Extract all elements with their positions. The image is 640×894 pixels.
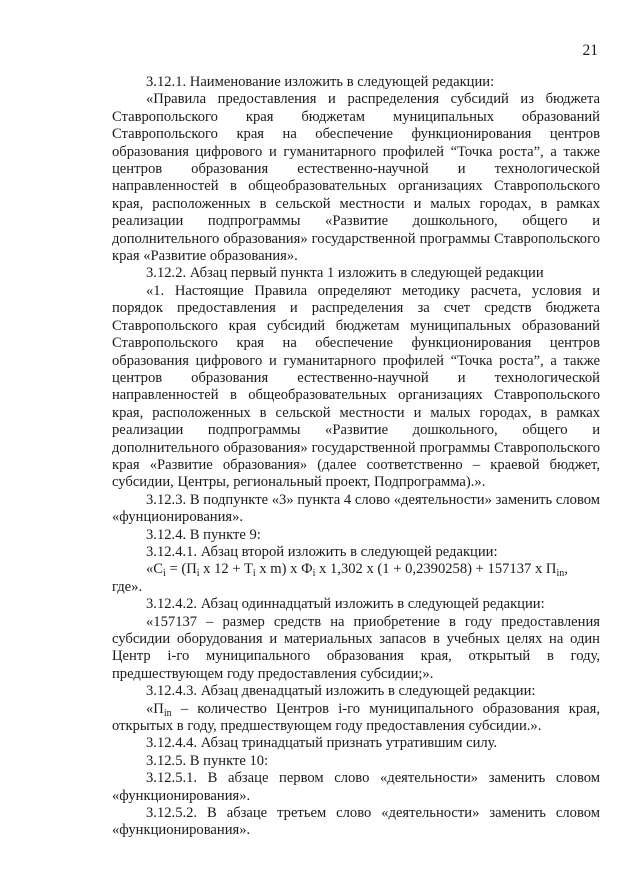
paragraph-3-12-4-4: 3.12.4.4. Абзац тринадцатый признать утратившим силу. xyxy=(146,735,498,752)
paragraph-3-12-1: 3.12.1. Наименование изложить в следующей редакции: xyxy=(146,74,495,90)
paragraph-3-12-3: 3.12.3. В подпункте «3» пункта 4 слово «деятельности» заменить словом «фунционирования». xyxy=(112,491,600,526)
paragraph-pin-definition: «$П_{in}$ – количество Центров i-го муниципального образования края, открытых в году, предшествующем году предоставления субсидии.». xyxy=(112,700,600,735)
paragraph-3-12-4-1: 3.12.4.1. Абзац второй изложить в следующей редакции: xyxy=(146,543,498,560)
paragraph-rules-clause-1: «1. Настоящие Правила определяют методику расчета, условия и порядок предоставления и распределения за счет средств бюджета Ставропольского края субсидий бюджетам муниципальных образований Ставропольского края на обеспечение функционирования центров образования цифрового и гуманитарного профилей “Точка роста”, а также центров образования естественно-научной и технологической направленностей в общеобразовательных организациях Ставропольского края, расположенных в сельской местности и малых городах, в рамках реализации подпрограммы «Развитие дошкольного, общего и дополнительного образования» государственной программы Ставропольского края «Развитие образования» (далее соответственно – краевой бюджет, субсидии, Центры, региональный проект, Подпрограмма).». xyxy=(112,282,600,491)
paragraph-3-12-5-2: 3.12.5.2. В абзаце третьем слово «деятельности» заменить словом «функционирования». xyxy=(112,805,600,839)
paragraph-157137-definition: «157137 – размер средств на приобретение в году предоставления субсидии оборудования и материальных запасов в учебных целях на один Центр i-го муниципального образования края, открытый в году, предшествующем году предоставления субсидии;». xyxy=(112,613,600,682)
paragraph-3-12-4: 3.12.4. В пункте 9: xyxy=(146,526,261,543)
paragraph-3-12-4-3: 3.12.4.3. Абзац двенадцатый изложить в следующей редакции: xyxy=(146,683,536,700)
paragraph-3-12-5: 3.12.5. В пункте 10: xyxy=(146,752,269,769)
subsidy-formula: «$С_i = (П_i$ x $12 + T_i$ x m) x $Ф_i$ x 1,302 x (1 + 0,2390258) + 157137 x $П_{in}$, xyxy=(146,561,568,580)
document-body xyxy=(112,74,600,840)
formula-where: где». xyxy=(112,578,143,595)
paragraph-3-12-5-1: 3.12.5.1. В абзаце первом слово «деятельности» заменить словом «функционирования». xyxy=(112,770,600,804)
paragraph-3-12-4-2: 3.12.4.2. Абзац одиннадцатый изложить в следующей редакции: xyxy=(146,596,545,613)
paragraph-3-12-2: 3.12.2. Абзац первый пункта 1 изложить в следующей редакции xyxy=(146,265,544,282)
paragraph-rules-title: «Правила предоставления и распределения субсидий из бюджета Ставропольского края бюджетам муниципальных образований Ставропольского края на обеспечение функционирования центров образования цифрового и гуманитарного профилей “Точка роста”, а также центров образования естественно-научной и технологической направленностей в общеобразовательных организациях Ставропольского края, расположенных в сельской местности и малых городах, в рамках реализации подпрограммы «Развитие дошкольного, общего и дополнительного образования» государственной программы Ставропольского края «Развитие образования». xyxy=(112,91,600,265)
page-number: 21 xyxy=(582,42,598,59)
